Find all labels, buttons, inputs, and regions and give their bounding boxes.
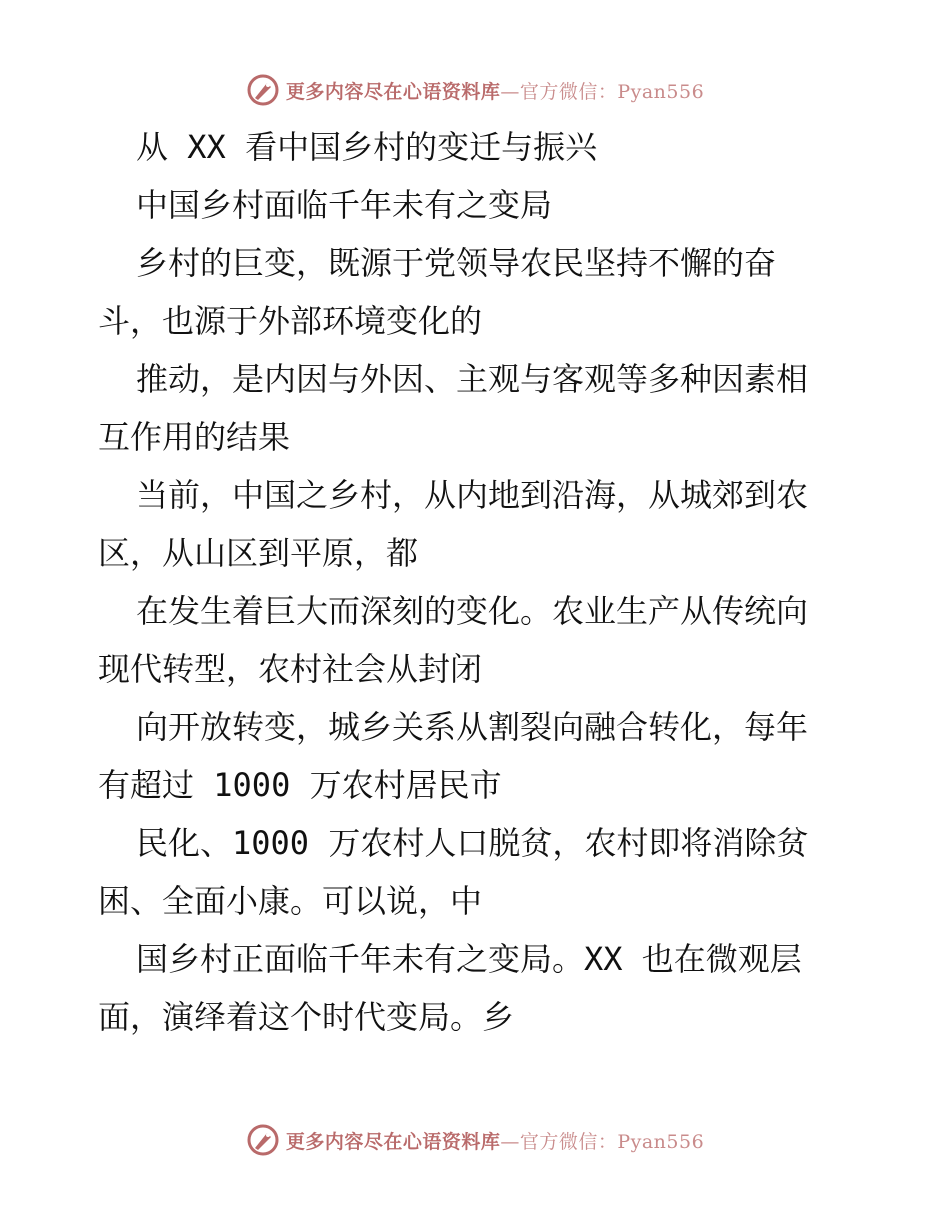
doc-line-1: 从 XX 看中国乡村的变迁与振兴	[136, 128, 598, 166]
doc-line-11: 向开放转变，城乡关系从割裂向融合转化，每年	[136, 708, 809, 746]
footer-banner	[0, 1120, 950, 1160]
document-body	[98, 118, 858, 1046]
doc-line-12: 有超过 1000 万农村居民市	[98, 766, 502, 804]
doc-line-14: 困、全面小康。可以说，中	[98, 882, 483, 920]
pen-nib-logo-icon	[246, 73, 280, 107]
header-banner-text	[286, 77, 704, 104]
footer-banner-strong: 更多内容尽在心语资料库	[285, 1130, 501, 1153]
doc-line-3: 乡村的巨变，既源于党领导农民坚持不懈的奋	[136, 244, 777, 282]
footer-banner-inner	[246, 1123, 704, 1157]
doc-line-5: 推动，是内因与外因、主观与客观等多种因素相	[136, 360, 809, 398]
doc-line-8: 区，从山区到平原，都	[98, 534, 419, 572]
doc-line-15: 国乡村正面临千年未有之变局。XX 也在微观层	[136, 940, 802, 978]
footer-banner-rest: —官方微信：Pyan556	[500, 1130, 705, 1153]
header-banner-rest: —官方微信：Pyan556	[500, 80, 705, 103]
doc-line-4: 斗，也源于外部环境变化的	[98, 302, 483, 340]
header-banner-strong: 更多内容尽在心语资料库	[285, 80, 501, 103]
doc-line-7: 当前，中国之乡村，从内地到沿海，从城郊到农	[136, 476, 809, 514]
footer-banner-text	[286, 1127, 704, 1154]
pen-nib-logo-icon	[246, 1123, 280, 1157]
doc-line-10: 现代转型，农村社会从封闭	[98, 650, 483, 688]
doc-line-16: 面，演绎着这个时代变局。乡	[98, 998, 515, 1036]
doc-line-9: 在发生着巨大而深刻的变化。农业生产从传统向	[136, 592, 809, 630]
header-banner	[0, 70, 950, 110]
doc-line-2: 中国乡村面临千年未有之变局	[136, 186, 553, 224]
header-banner-inner	[246, 73, 704, 107]
doc-line-6: 互作用的结果	[98, 418, 291, 456]
doc-line-13: 民化、1000 万农村人口脱贫，农村即将消除贫	[136, 824, 809, 862]
